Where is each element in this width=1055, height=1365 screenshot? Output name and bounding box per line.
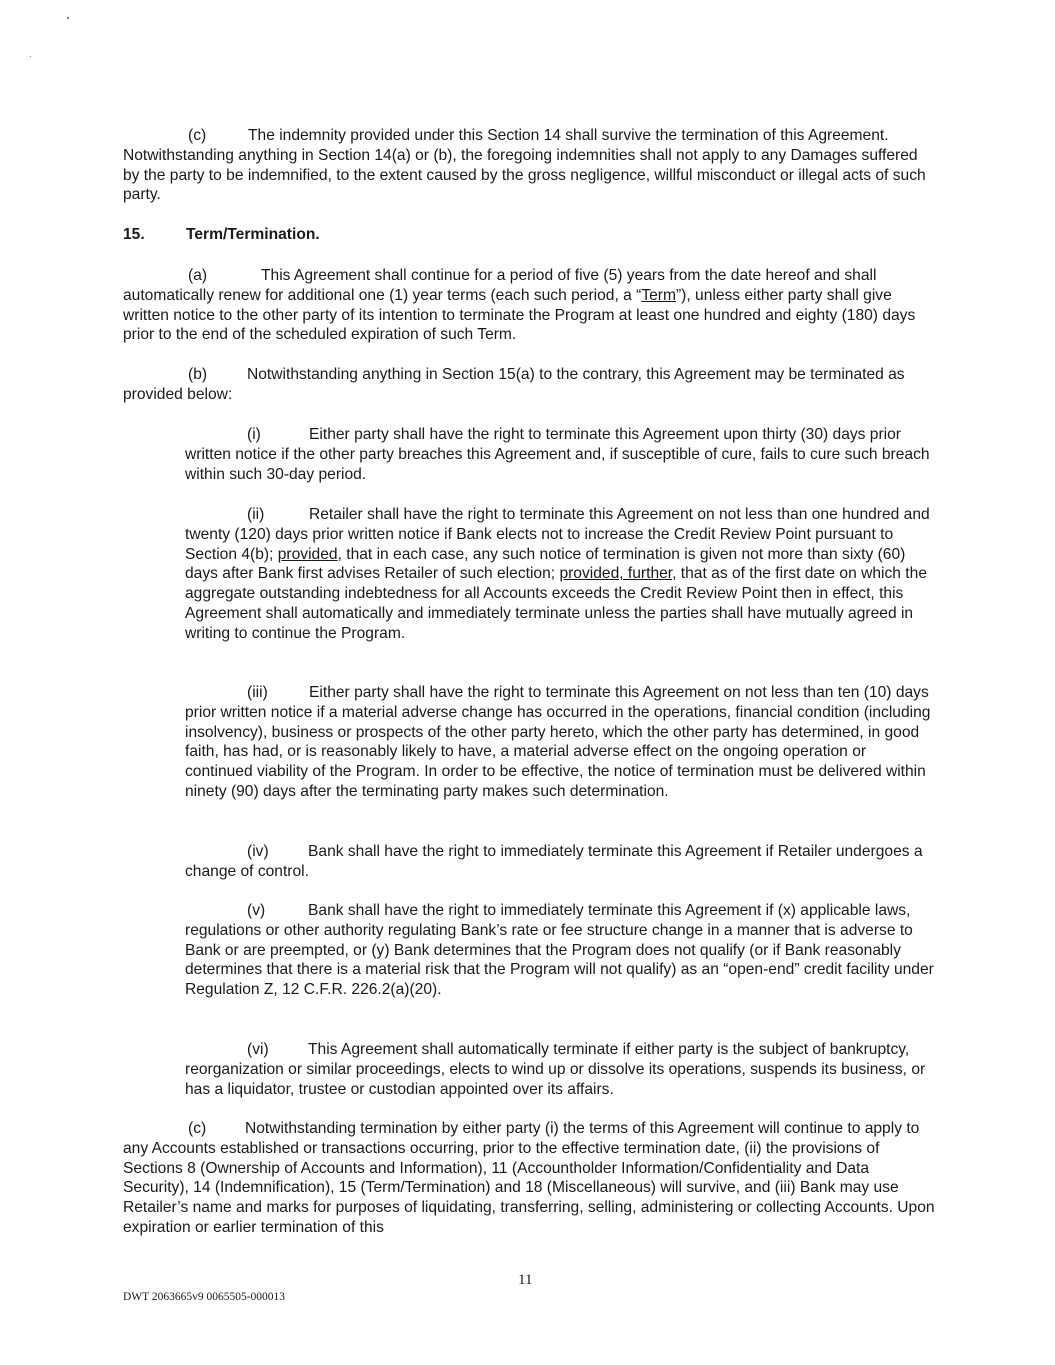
scan-speck	[30, 56, 31, 57]
term-provided: provided	[277, 545, 338, 563]
item-text: Bank shall have the right to immediately terminate this Agreement if Retailer undergoes a change of control.	[185, 843, 923, 880]
paragraph-15a	[123, 266, 935, 345]
paragraph-15b	[123, 365, 935, 405]
item-text: This Agreement shall automatically terminate if either party is the subject of bankruptcy, reorganization or similar proceedings, elects to wind up or dissolve its operations, suspends its business, or has a liquidator, trustee or custodian appointed over its affairs.	[185, 1041, 926, 1098]
section-number: 15.	[123, 226, 145, 243]
paragraph-label: (c)	[188, 127, 207, 144]
item-text: , that as of the first date on which the aggregate outstanding indebtedness for all Accounts exceeds the Credit Review Point then in effect, this Agreement shall automatically and immediately terminate unless the parties shall have mutually agreed in writing to continue the Program.	[185, 565, 927, 642]
item-v	[185, 901, 935, 1000]
paragraph-label: (c)	[188, 1120, 207, 1137]
item-label: (iii)	[247, 684, 268, 701]
section-15-heading	[123, 225, 935, 245]
paragraph-text: The indemnity provided under this Section 14 shall survive the termination of this Agreement. Notwithstanding anything in Section 14(a) or (b), the foregoing indemnities shall not apply to any Damages suffered by the party to be indemnified, to the extent caused by the gross negligence, willful misconduct or illegal acts of such party.	[123, 127, 926, 204]
paragraph-label: (b)	[188, 366, 208, 383]
item-i	[185, 425, 935, 484]
item-vi	[185, 1040, 935, 1099]
paragraph-14c	[123, 126, 935, 205]
item-text: Retailer shall have the right to terminate this Agreement on not less than one hundred and twenty (120) days prior written notice if Bank elects not to increase the Credit Review Point pursuant to Section 4(b);	[185, 506, 930, 563]
item-iv	[185, 842, 935, 882]
paragraph-text: Notwithstanding termination by either party (i) the terms of this Agreement will continue to apply to any Accounts established or transactions occurring, prior to the effective termination date, (ii) the provisions of Sections 8 (Ownership of Accounts and Information), 11 (Accountholder Information/Confidentiality and Data Security), 14 (Indemnification), 15 (Term/Termination) and 18 (Miscellaneous) will survive, and (iii) Bank may use Retailer’s name and marks for purposes of liquidating, transferring, selling, administering or collecting Accounts. Upon expiration or earlier termination of this	[123, 1120, 935, 1236]
item-label: (v)	[247, 902, 266, 919]
document-id: DWT 2063665v9 0065505-000013	[123, 1291, 286, 1303]
paragraph-15c	[123, 1119, 935, 1238]
paragraph-text: Notwithstanding anything in Section 15(a) to the contrary, this Agreement may be terminated as provided below:	[123, 366, 905, 403]
item-label: (vi)	[247, 1041, 269, 1058]
defined-term-term: Term	[641, 286, 676, 304]
item-text: Either party shall have the right to terminate this Agreement upon thirty (30) days prior written notice if the other party breaches this Agreement and, if susceptible of cure, fails to cure such breach within such 30-day period.	[185, 426, 930, 483]
item-text: Bank shall have the right to immediately terminate this Agreement if (x) applicable laws, regulations or other authority regulating Bank’s rate or fee structure change in a manner that is adverse to Bank or are preempted, or (y) Bank determines that the Program does not qualify (or if Bank reasonably determines that there is a material risk that the Program will not qualify) as an “open-end” credit facility under Regulation Z, 12 C.F.R. 226.2(a)(20).	[185, 902, 934, 999]
item-iii	[185, 683, 935, 802]
paragraph-text: This Agreement shall continue for a period of five (5) years from the date hereof and shall automatically renew for additional one (1) year terms (each such period, a “	[123, 267, 877, 304]
item-text: , that in each case, any such notice of termination is given not more than sixty (60) days after Bank first advises Retailer of such election;	[185, 545, 906, 583]
item-ii	[185, 505, 935, 644]
page-number: 11	[518, 1272, 533, 1288]
item-label: (i)	[247, 426, 261, 443]
item-label: (ii)	[247, 506, 265, 523]
item-label: (iv)	[247, 843, 269, 860]
paragraph-label: (a)	[188, 267, 208, 284]
item-text: Either party shall have the right to terminate this Agreement on not less than ten (10) days prior written notice if a material adverse change has occurred in the operations, financial condition (including insolvency), business or prospects of the other party hereto, which the other party has determined, in good faith, has had, or is reasonably likely to have, a material adverse effect on the ongoing operation or continued viability of the Program. In order to be effective, the notice of termination must be delivered within ninety (90) days after the terminating party makes such determination.	[185, 684, 931, 800]
term-provided-further: provided, further	[559, 565, 673, 583]
scan-speck	[67, 17, 69, 19]
paragraph-text: ”), unless either party shall give written notice to the other party of its intention to terminate the Program at least one hundred and eighty (180) days prior to the end of the scheduled expiration of such Term.	[123, 286, 916, 344]
section-title: Term/Termination.	[186, 226, 320, 243]
